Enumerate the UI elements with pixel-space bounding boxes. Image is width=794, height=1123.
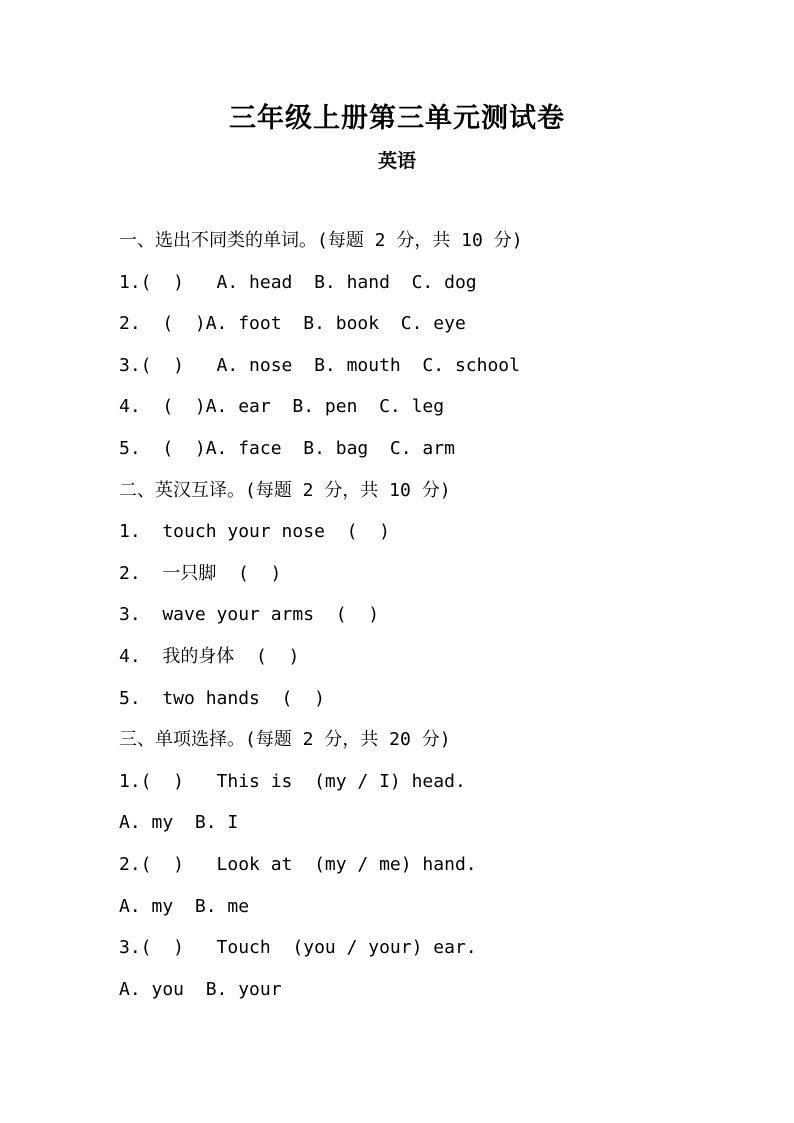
- question-2-2: 2. 一只脚 ( ): [119, 562, 282, 584]
- exam-content: [119, 226, 759, 1016]
- section-1-heading: 一、选出不同类的单词。(每题 2 分，共 10 分): [119, 230, 523, 251]
- section-3-heading: 三、单项选择。(每题 2 分，共 20 分): [119, 729, 451, 751]
- question-2-5: 5. two hands ( ): [119, 687, 325, 709]
- question-3-2-options: A. my B. me: [119, 895, 250, 917]
- question-1-1: 1.( ) A. head B. hand C. dog: [119, 271, 477, 293]
- question-1-2: 2. ( )A. foot B. book C. eye: [119, 313, 466, 335]
- question-1-5: 5. ( )A. face B. bag C. arm: [119, 437, 455, 459]
- question-3-1-options: A. my B. I: [119, 812, 239, 834]
- question-3-3-options: A. you B. your: [119, 978, 282, 1000]
- question-1-4: 4. ( )A. ear B. pen C. leg: [119, 396, 445, 418]
- question-2-1: 1. touch your nose ( ): [119, 521, 390, 543]
- question-2-4: 4. 我的身体 ( ): [119, 645, 300, 667]
- section-2-heading: 二、英汉互译。(每题 2 分，共 10 分): [119, 479, 451, 501]
- question-3-1: 1.( ) This is (my / I) head.: [119, 770, 466, 792]
- page-subtitle: 英语: [377, 150, 416, 172]
- question-3-2: 2.( ) Look at (my / me) hand.: [119, 853, 477, 875]
- question-1-3: 3.( ) A. nose B. mouth C. school: [119, 354, 520, 376]
- question-3-3: 3.( ) Touch (you / your) ear.: [119, 937, 477, 959]
- question-2-3: 3. wave your arms ( ): [119, 604, 380, 626]
- page-title: 三年级上册第三单元测试卷: [229, 103, 565, 134]
